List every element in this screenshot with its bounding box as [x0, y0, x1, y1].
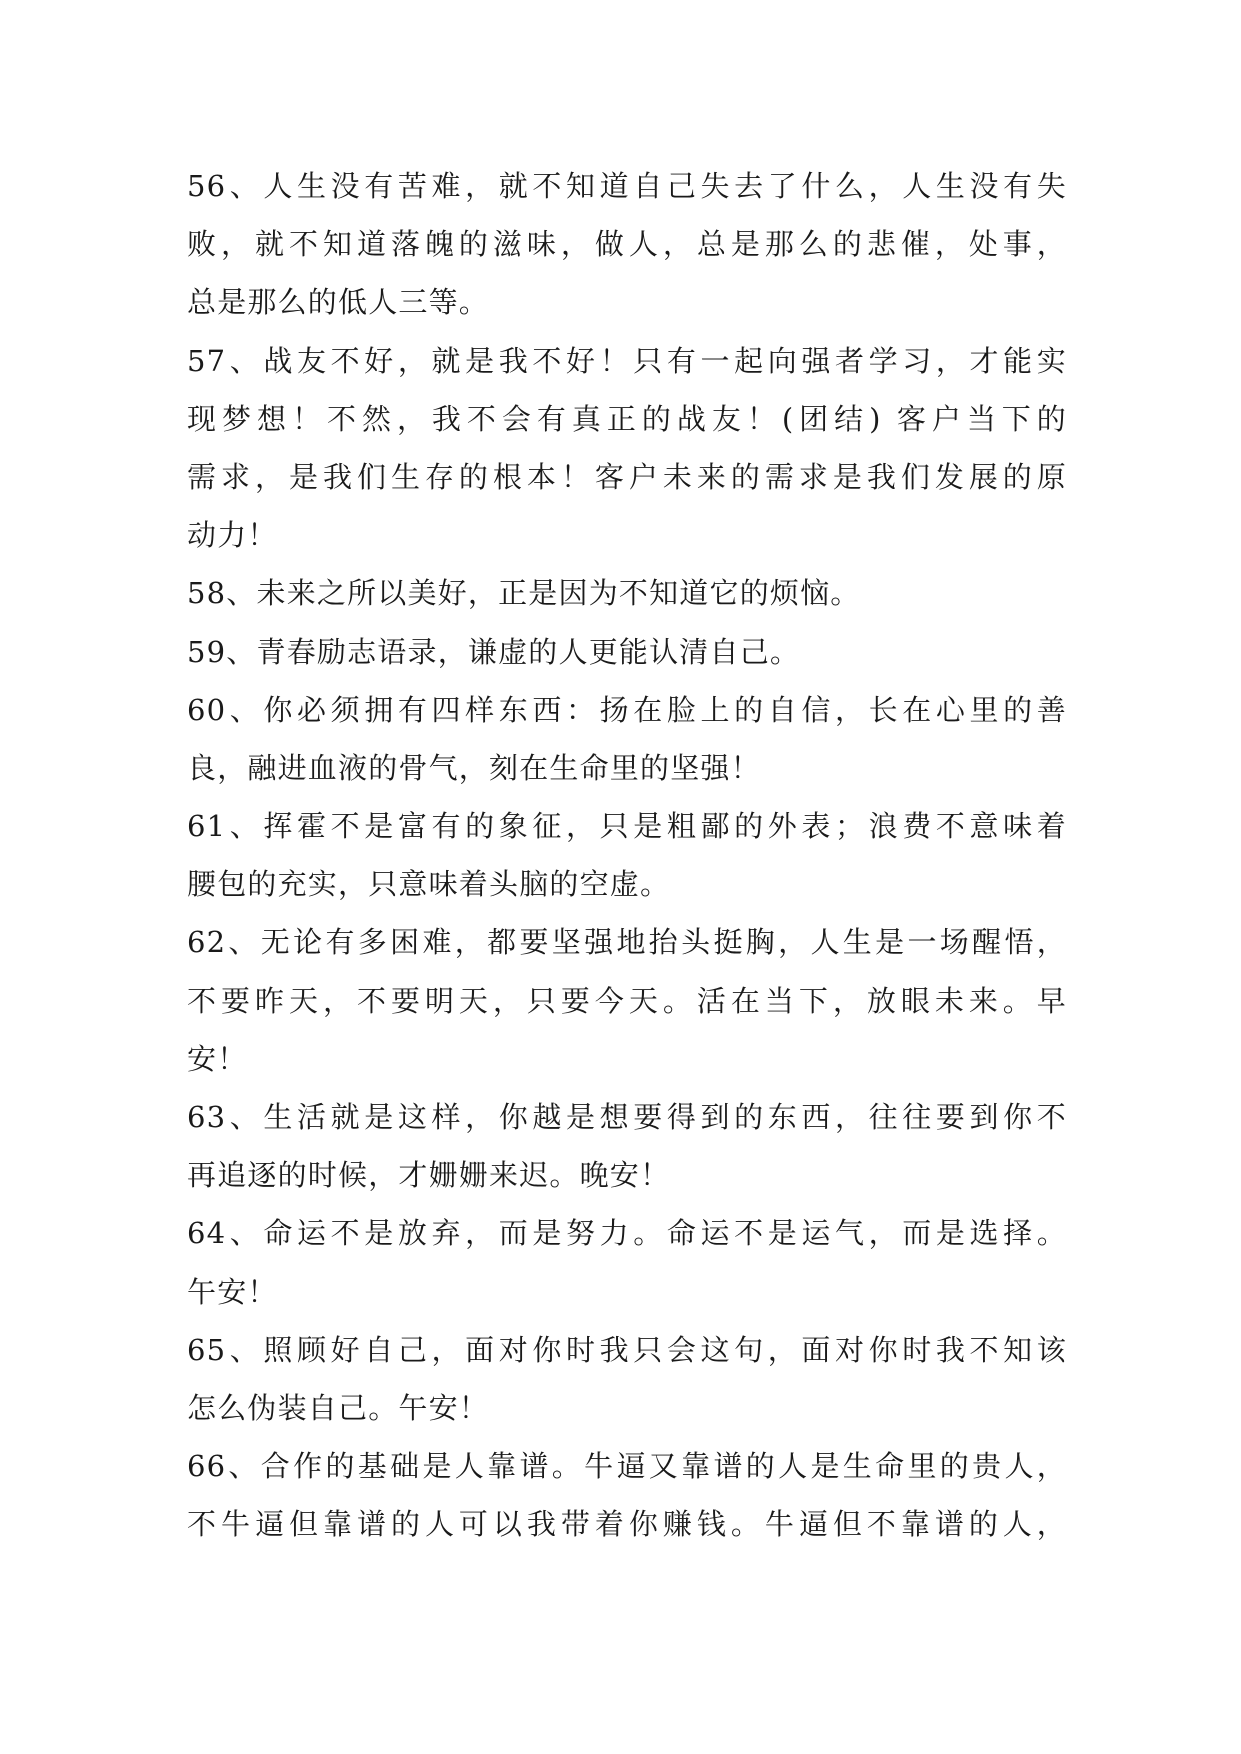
text-line: 66、合作的基础是人靠谱。牛逼又靠谱的人是生命里的贵人，: [187, 1449, 1067, 1484]
text-line: 午安！: [187, 1274, 278, 1309]
text-line: 61、挥霍不是富有的象征，只是粗鄙的外表；浪费不意味着: [187, 809, 1067, 844]
text-line: 安！: [187, 1041, 248, 1076]
text-line: 56、人生没有苦难，就不知道自己失去了什么，人生没有失: [187, 169, 1067, 203]
text-line: 再追逐的时候，才姗姗来迟。晚安！: [187, 1158, 671, 1193]
text-line: 现梦想！不然，我不会有真正的战友！(团结) 客户当下的: [187, 401, 1067, 436]
text-line: 败，就不知道落魄的滋味，做人，总是那么的悲催，处事，: [187, 227, 1067, 262]
text-line: 需求，是我们生存的根本！客户未来的需求是我们发展的原: [187, 459, 1067, 494]
text-line: 65、照顾好自己，面对你时我只会这句，面对你时我不知该: [187, 1332, 1067, 1367]
text-line: 59、青春励志语录，谦虚的人更能认清自己。: [187, 634, 801, 669]
text-line: 不牛逼但靠谱的人可以我带着你赚钱。牛逼但不靠谱的人，: [187, 1507, 1067, 1542]
text-line: 62、无论有多困难，都要坚强地抬头挺胸，人生是一场醒悟，: [187, 925, 1067, 960]
text-line: 不要昨天，不要明天，只要今天。活在当下，放眼未来。早: [187, 983, 1067, 1018]
text-line: 良，融进血液的骨气，刻在生命里的坚强！: [187, 750, 761, 785]
document-body: [187, 157, 1067, 1554]
text-line: 64、命运不是放弃，而是努力。命运不是运气，而是选择。: [187, 1216, 1067, 1251]
text-line: 动力！: [187, 518, 278, 553]
text-line: 怎么伪装自己。午安！: [187, 1390, 490, 1425]
text-line: 总是那么的低人三等。: [187, 285, 490, 320]
text-line: 腰包的充实，只意味着头脑的空虚。: [187, 867, 671, 902]
text-line: 58、未来之所以美好，正是因为不知道它的烦恼。: [187, 576, 861, 611]
text-line: 63、生活就是这样，你越是想要得到的东西，往往要到你不: [187, 1100, 1067, 1134]
text-line: 57、战友不好，就是我不好！只有一起向强者学习，才能实: [187, 343, 1067, 378]
text-line: 60、你必须拥有四样东西：扬在脸上的自信，长在心里的善: [187, 692, 1067, 727]
